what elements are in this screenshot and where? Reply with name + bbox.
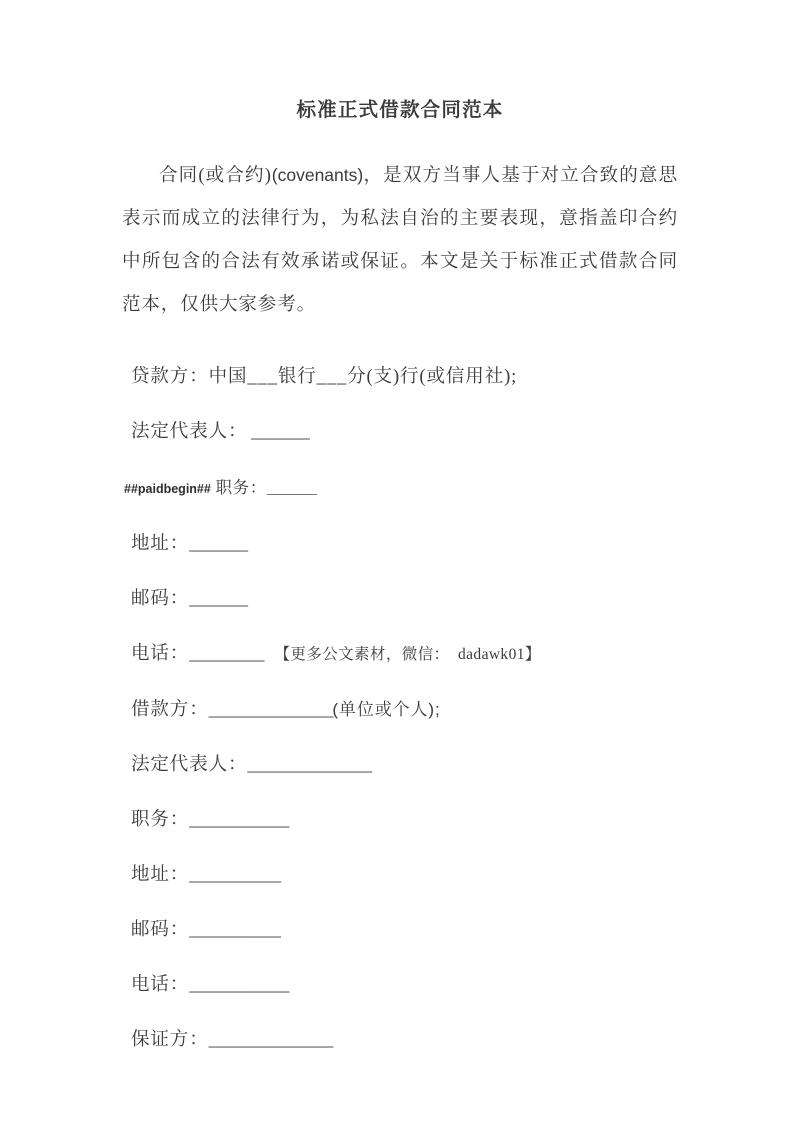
field-rule-borrower-address: ___________: [189, 865, 280, 885]
field-rule-lender-legal-rep: _______: [247, 422, 309, 442]
intro-segment-latin: (covenants): [271, 165, 364, 185]
field-rule-borrower-postcode: ___________: [189, 920, 280, 940]
field-label-lender-postcode: 邮码：: [131, 589, 190, 609]
intro-segment-cjk-1: 合同(或合约): [159, 166, 272, 186]
field-label-guarantor: 保证方：: [131, 1030, 209, 1050]
field-lender: [122, 350, 678, 405]
page-title: 标准正式借款合同范本: [296, 100, 504, 121]
field-label-lender-address: 地址：: [131, 534, 190, 554]
promo-note-handle: dadawk01: [457, 646, 525, 663]
field-rule-lender-address: _______: [189, 534, 247, 554]
field-rule-borrower: _______________: [208, 700, 333, 720]
field-label-lender-legal-rep: 法定代表人：: [131, 422, 248, 442]
field-rule-borrower-position: ____________: [189, 810, 289, 830]
field-label-lender: 贷款方：: [131, 367, 209, 387]
field-borrower-position: [122, 793, 678, 848]
field-lender-phone: [122, 627, 678, 682]
field-lender-address: [122, 517, 678, 572]
field-guarantor: [122, 1013, 678, 1068]
intro-segment-cjk-2: ，是双方当事人基于对立合致的意思表示而成立的法律行为，为私法自治的主要表现，意指盖印合约中所包含的合法有效承诺或保证。本文是关于标准正式借款合同范本，仅供大家参考。: [122, 166, 679, 315]
field-label-borrower-phone: 电话：: [131, 975, 190, 995]
field-borrower-postcode: [122, 903, 678, 958]
intro-paragraph: [122, 154, 678, 327]
field-label-borrower-address: 地址：: [131, 865, 190, 885]
field-lender-position: [122, 460, 678, 517]
field-lender-postcode: [122, 572, 678, 627]
field-rule-lender-position: _______: [266, 480, 316, 497]
field-borrower-address: [122, 848, 678, 903]
field-label-lender-position: 职务：: [215, 478, 267, 497]
field-rule-borrower-phone: ____________: [189, 975, 289, 995]
field-rule-lender-postcode: _______: [189, 589, 247, 609]
field-borrower-phone: [122, 958, 678, 1013]
paragraph-spacer: [122, 341, 678, 350]
field-label-borrower-position: 职务：: [131, 810, 190, 830]
promo-note-close: 】: [524, 646, 541, 663]
promo-note-text: 【更多公文素材，微信：: [274, 646, 450, 663]
document-body: [122, 96, 678, 1068]
field-label-borrower-postcode: 邮码：: [131, 920, 190, 940]
field-borrower: [122, 682, 678, 738]
field-value-lender: 中国___银行___分(支)行(或信用社);: [208, 367, 518, 387]
field-label-borrower: 借款方：: [131, 700, 209, 720]
field-label-lender-phone: 电话：: [131, 644, 190, 664]
field-rule-guarantor: _______________: [208, 1030, 333, 1050]
field-label-borrower-legal-rep: 法定代表人：: [131, 755, 248, 775]
field-rule-lender-phone: _________: [189, 644, 264, 664]
paid-begin-marker: ##paidbegin##: [124, 482, 211, 496]
field-rule-borrower-legal-rep: _______________: [247, 755, 372, 775]
field-borrower-legal-rep: [122, 738, 678, 793]
field-suffix-borrower: (单位或个人);: [332, 700, 441, 719]
field-lender-legal-rep: [122, 405, 678, 460]
